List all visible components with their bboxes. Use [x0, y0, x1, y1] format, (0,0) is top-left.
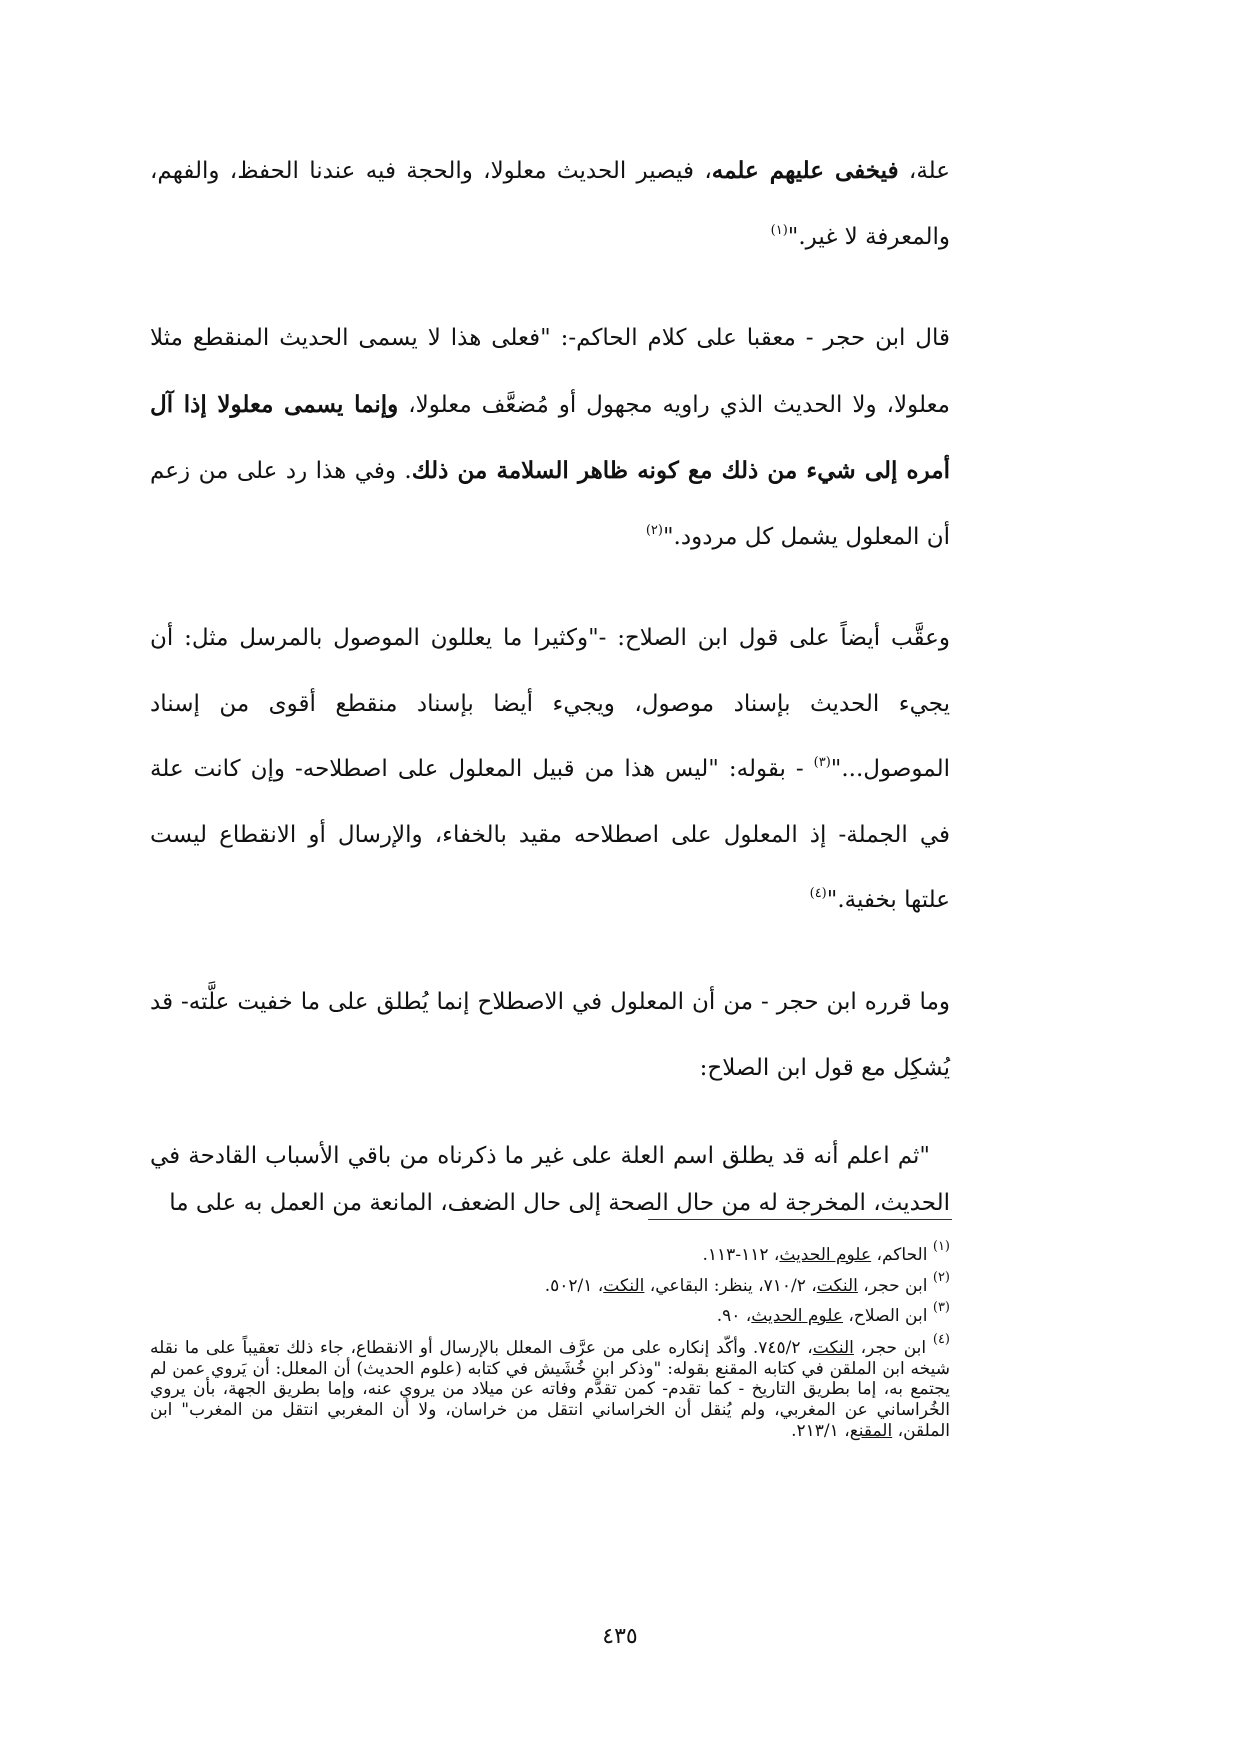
text-run: ، ٢١٣/١. [791, 1420, 850, 1441]
text-run: قال ابن حجر - معقبا على كلام الحاكم-: "فعلى هذا لا يسمى الحديث المنقطع مثلا معلولا، ولا الحديث الذي راويه مجهول أو مُضعَّف معلولا، [150, 325, 950, 418]
footnote-1 [150, 1240, 950, 1271]
footnote-3 [150, 1301, 950, 1332]
book-title: النكت [816, 1275, 858, 1296]
footnote-ref-1: (١) [770, 222, 788, 238]
footnote-number: (٤) [932, 1331, 950, 1347]
text-run: . وفي هذا رد على من زعم أن المعلول يشمل كل مردود." [150, 458, 950, 550]
book-title: النكت [603, 1275, 645, 1296]
text-run: - بقوله: "ليس هذا من قبيل المعلول على اصطلاحه- وإن كانت علة في الجملة- إذ المعلول على اصطلاحه مقيد بالخفاء، والإرسال أو الانقطاع ليست علتها بخفية." [150, 756, 950, 914]
text-run: ابن الصلاح، [843, 1306, 933, 1327]
paragraph-4: وما قرره ابن حجر - من أن المعلول في الاصطلاح إنما يُطلق على ما خفيت علَّته- قد يُشكِل مع قول ابن الصلاح: [150, 989, 950, 1081]
text-run: ، ٥٠٢/١. [544, 1275, 604, 1296]
footnote-number: (٢) [932, 1269, 950, 1285]
book-title: علوم الحديث [779, 1245, 872, 1265]
paragraph-2 [150, 306, 950, 570]
text-run: ، ٧١٠/٢، ينظر: البقاعي، [644, 1275, 817, 1296]
text-run: ابن حجر، [857, 1275, 933, 1296]
footnote-4 [150, 1331, 950, 1442]
footnote-ref-4: (٤) [809, 886, 827, 902]
text-run: ابن حجر، [853, 1337, 933, 1358]
footnote-number: (١) [932, 1239, 950, 1254]
paragraph-5-quote: "ثم اعلم أنه قد يطلق اسم العلة على غير ما ذكرناه من باقي الأسباب القادحة في الحديث، المخرجة له من حال الصحة إلى حال الضعف، المانعة من العمل به على ما [150, 1143, 950, 1217]
page-number: ٤٣٥ [602, 1624, 638, 1649]
text-run: ، ١١٢-١١٣. [702, 1245, 780, 1265]
book-title: النكت [812, 1337, 854, 1358]
main-text [150, 138, 950, 1263]
footnote-2 [150, 1271, 950, 1302]
footnote-ref-2: (٢) [645, 522, 663, 538]
text-run: ، فيصير الحديث معلولا، والحجة فيه عندنا الحفظ، والفهم، والمعرفة لا غير." [150, 158, 950, 250]
footnotes [150, 1240, 950, 1441]
bold-emphasis: وإنما يسمى معلولا إذا آل أمره إلى شيء من ذلك مع كونه ظاهر السلامة من ذلك [150, 390, 950, 485]
book-title: المقنع [849, 1420, 893, 1441]
text-run: الحاكم، [871, 1245, 933, 1265]
bold-emphasis: فيخفى عليهم علمه [711, 157, 899, 184]
footnote-number: (٣) [932, 1300, 950, 1316]
text-run: ، ٧٤٥/٢. وأكّد إنكاره على من عرَّف المعلل بالإرسال أو الانقطاع، جاء ذلك تعقيباً على ما نقله شيخه ابن الملقن في كتابه المقنع بقوله: "وذكر ابن خُشَيش في كتابه (علوم الحديث) أن المعلل: أن يَروي عمن لم يجتمع به، إما بطريق التاريخ - كما تقدم- كمن تقدَّم وفاته عن ميلاد من يروي عنه، وإما بطريق الجهة، بأن يروي الخُراساني عن المغربي، ولم يُنقل أن الخراساني انتقل من خراسان، ولا أن المغربي انتقل من المغرب" ابن الملقن، [150, 1337, 950, 1441]
paragraph-1 [150, 138, 950, 270]
text-run: ، ٩٠. [716, 1306, 752, 1327]
paragraph-3 [150, 606, 950, 934]
text-run: وعقَّب أيضاً على قول ابن الصلاح: -"وكثيرا ما يعللون الموصول بالمرسل مثل: أن يجيء الحديث بإسناد موصول، ويجيء أيضا بإسناد منقطع أقوى من إسناد الموصول..." [150, 625, 950, 783]
footnote-divider [648, 1219, 952, 1220]
book-title: علوم الحديث [751, 1306, 843, 1327]
footnote-ref-3: (٣) [813, 755, 831, 771]
text-run: علة، [898, 158, 950, 184]
